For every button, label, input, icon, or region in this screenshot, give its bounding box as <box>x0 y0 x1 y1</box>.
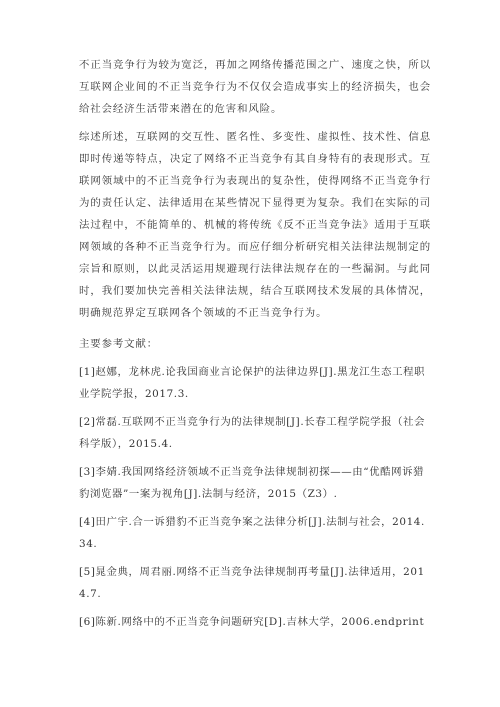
body-paragraph: 不正当竞争行为较为宽泛，再加之网络传播范围之广、速度之快，所以互联网企业间的不正当竞争行为不仅仅会造成事实上的经济损失，也会给社会经济生活带来潜在的危害和风险。 <box>79 59 431 115</box>
reference-item: [1]赵娜，龙林虎.论我国商业言论保护的法律边界[J].黑龙江生态工程职业学院学报，2017.3. <box>79 366 426 400</box>
reference-item: [2]常磊.互联网不正当竞争行为的法律规制[J].长春工程学院学报（社会科学版），2015.4. <box>79 416 426 450</box>
body-paragraph: 综述所述，互联网的交互性、匿名性、多变性、虚拟性、技术性、信息即时传递等特点，决定了网络不正当竞争有其自身特有的表现形式。互联网领域中的不正当竞争行为表现出的复杂性，使得网络不正当竞争行为的责任认定、法律适用在某些情况下显得更为复杂。我们在实际的司法过程中，不能简单的、机械的将传统《反不正当竞争法》适用于互联网领域的各种不正当竞争行为。而应仔细分析研究相关法律法规制定的宗旨和原则，以此灵活运用规避现行法律法规存在的一些漏洞。与此同时，我们要加快完善相关法律法规，结合互联网技术发展的具体情况，明确规范界定互联网各个领域的不正当竞争行为。 <box>79 131 431 319</box>
reference-item: [5]晁金典，周君丽.网络不正当竞争法律规制再考量[J].法律适用，2014.7. <box>79 566 425 600</box>
reference-item: [6]陈新.网络中的不正当竞争问题研究[D].吉林大学，2006.endprint <box>79 616 425 628</box>
document-body <box>79 54 431 633</box>
reference-item: [3]李婧.我国网络经济领域不正当竞争法律规制初探——由“优酷网诉猎豹浏览器”一案为视角[J].法制与经济，2015（Z3）. <box>79 466 425 500</box>
reference-item: [4]田广宇.合一诉猎豹不正当竞争案之法律分析[J].法制与社会，2014.34. <box>79 516 425 550</box>
references-heading: 主要参考文献： <box>79 338 159 350</box>
